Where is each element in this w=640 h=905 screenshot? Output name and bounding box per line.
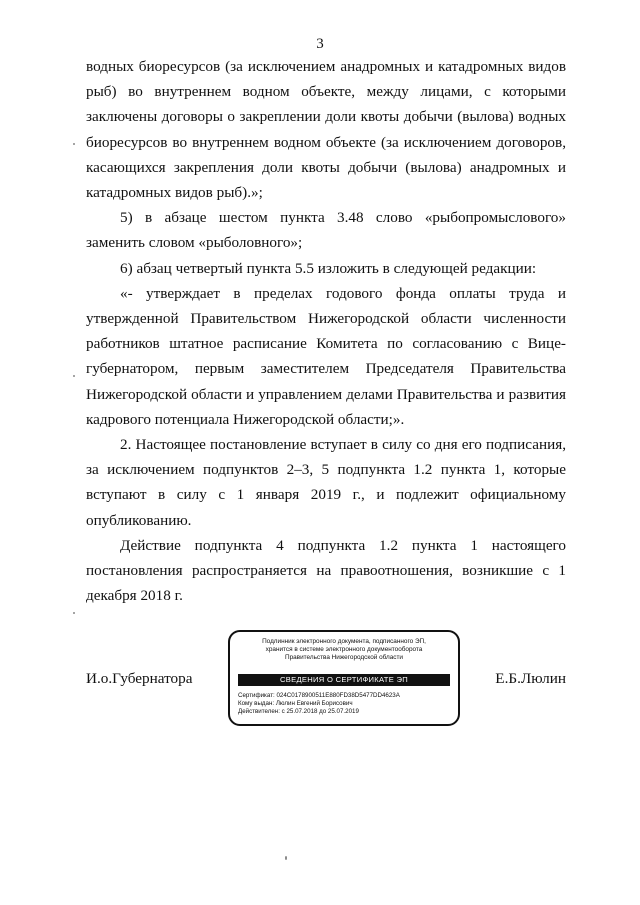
scan-speck [285,856,287,860]
paragraph-effect: Действие подпункта 4 подпункта 1.2 пункта 1 настоящего постановления распространяется на правоотношения, возникшие с 1 декабря 2018 г. [86,536,566,605]
electronic-signature-stamp [228,630,460,726]
paragraph-clause-2: 2. Настоящее постановление вступает в силу со дня его подписания, за исключением подпунктов 2–3, 5 подпункта 1.2 пункта 1, которые вступают в силу с 1 января 2019 г., и подлежит официальному опубликованию. [86,436,566,529]
paragraph-item-5: 5) в абзаце шестом пункта 3.48 слово «рыбопромыслового» заменить словом «рыболовного»; [86,209,566,252]
paragraph-continuation: водных биоресурсов (за исключением анадромных и катадромных видов рыб) во внутреннем водном объекте, между лицами, с которыми заключены договоры о закреплении доли квоты добычи (вылова) водных биоресурсов во внутреннем водном объекте (за исключением договоров, касающихся закрепления доли квоты добычи (вылова) анадромных и катадромных видов рыб).»; [86,58,566,202]
stamp-header [230,638,458,662]
page-number: 3 [316,36,324,52]
signature-position: И.о.Губернатора [86,670,193,687]
scan-speck [73,612,75,614]
paragraph-quoted-text: «- утверждает в пределах годового фонда оплаты труда и утвержденной Правительством Нижегородской области численности работников штатное расписание Комитета по согласованию с Вице-губернатором, первым заместителем Председателя Правительства Нижегородской области и управлением делами Правительства и развития кадрового потенциала Нижегородской области;». [86,284,566,428]
stamp-header-line: Правительства Нижегородской области [284,654,404,661]
stamp-header-line: хранится в системе электронного документооборота [265,646,423,653]
stamp-issued-to: Кому выдан: Люлин Евгений Борисович [238,700,353,707]
scan-speck [73,143,75,145]
stamp-header-line: Подлинник электронного документа, подписанного ЭП, [262,638,426,645]
paragraph-item-6: 6) абзац четвертый пункта 5.5 изложить в следующей редакции: [120,259,537,277]
scan-speck [73,375,75,377]
document-body [86,54,566,608]
stamp-certificate: Сертификат: 024C0178900511E880FD38D5477DD4623A [238,692,400,699]
stamp-title-bar: СВЕДЕНИЯ О СЕРТИФИКАТЕ ЭП [238,674,450,686]
stamp-validity: Действителен: с 25.07.2018 до 25.07.2019 [238,708,359,715]
stamp-details [238,692,450,716]
signature-name: Е.Б.Люлин [495,670,566,687]
